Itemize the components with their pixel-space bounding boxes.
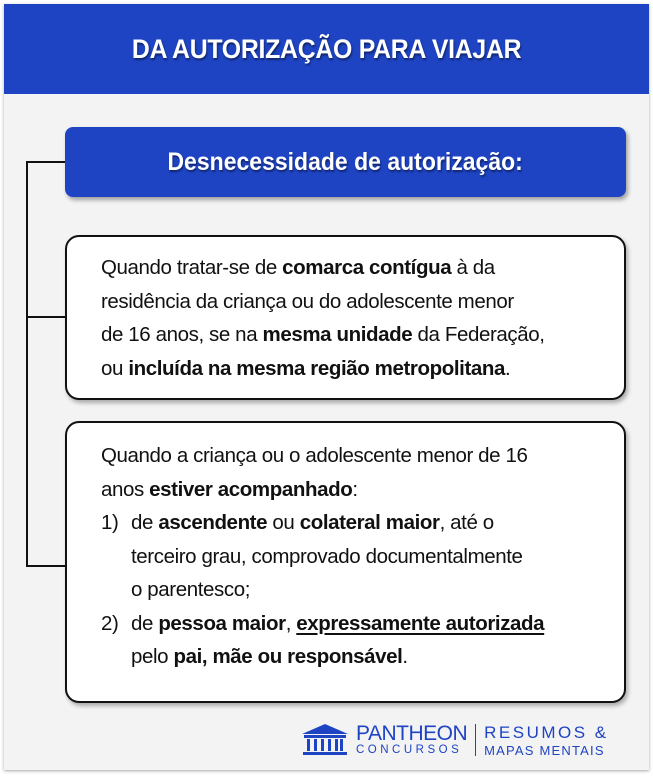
text-span: ou: [267, 511, 300, 534]
connector-to-box1: [26, 316, 66, 318]
list-item: [101, 506, 608, 607]
box2-line1: Quando a criança ou o adolescente menor de 16: [101, 444, 528, 467]
text-span: à da: [451, 256, 495, 279]
list-item-text: [131, 607, 544, 674]
emphasis-acompanhado: estiver acompanhado: [149, 477, 353, 501]
item1-line2: terceiro grau, comprovado documentalmente: [131, 544, 523, 568]
text-span: .: [505, 356, 511, 380]
box1-line2: residência da criança ou do adolescente menor: [101, 289, 514, 313]
item1-line1: [131, 506, 523, 540]
temple-icon: [300, 722, 350, 758]
brand-name: [356, 723, 467, 757]
connector-to-box2: [26, 565, 66, 567]
item1-line3: o parentesco;: [131, 578, 251, 601]
connector-vertical-line: [26, 161, 28, 566]
list-item-text: [131, 506, 523, 607]
header-banner: [4, 4, 649, 94]
logo-divider: [475, 724, 476, 756]
text-span: Quando tratar-se de: [101, 256, 283, 279]
condition-box-comarca: [65, 235, 626, 400]
text-span: :: [352, 477, 358, 501]
subheading-text: Desnecessidade de autorização:: [167, 147, 524, 176]
item2-line2: [131, 640, 544, 674]
emphasis-pai-mae: pai, mãe ou responsável: [173, 645, 403, 668]
text-span: ou: [101, 356, 129, 380]
box2-line2: [101, 473, 608, 507]
text-span: de: [131, 611, 159, 635]
text-span: da Federação,: [412, 323, 545, 346]
text-span: pelo: [131, 645, 174, 668]
tagline-line1: RESUMOS &: [484, 722, 609, 742]
list-number: 1): [101, 511, 119, 534]
box1-line1: [101, 251, 608, 285]
emphasis-pessoa-maior: pessoa maior: [158, 611, 286, 635]
footer-logo: [300, 720, 625, 760]
tagline-line2: MAPAS MENTAIS: [484, 742, 605, 758]
emphasis-autorizada: expressamente autorizada: [296, 611, 545, 635]
subheading-banner: [65, 127, 626, 197]
connector-to-subheading: [26, 161, 66, 163]
condition-box-acompanhado: [65, 421, 626, 703]
text-span: .: [402, 645, 408, 668]
box2-text: [101, 439, 608, 674]
list-item: [101, 607, 608, 674]
box1-line4: [101, 352, 608, 386]
text-span: de: [131, 511, 159, 534]
emphasis-unidade: mesma unidade: [262, 323, 413, 346]
page: [4, 4, 649, 770]
list-number: 2): [101, 611, 119, 635]
emphasis-ascendente: ascendente: [158, 511, 268, 534]
item2-line1: [131, 607, 544, 641]
emphasis-comarca: comarca contígua: [282, 256, 452, 279]
page-title: DA AUTORIZAÇÃO PARA VIAJAR: [131, 33, 522, 64]
text-span: ,: [285, 611, 297, 635]
text-span: de 16 anos, se na: [101, 323, 263, 346]
box1-line3: [101, 318, 608, 352]
text-span: , até o: [439, 511, 494, 534]
brand-subtitle: CONCURSOS: [356, 744, 463, 757]
emphasis-colateral: colateral maior: [299, 511, 440, 534]
text-span: anos: [101, 477, 150, 501]
brand-tagline: [484, 724, 609, 757]
emphasis-regiao: incluída na mesma região metropolitana: [128, 356, 505, 380]
box1-text: [101, 251, 608, 385]
brand-title: PANTHEON: [356, 722, 468, 746]
